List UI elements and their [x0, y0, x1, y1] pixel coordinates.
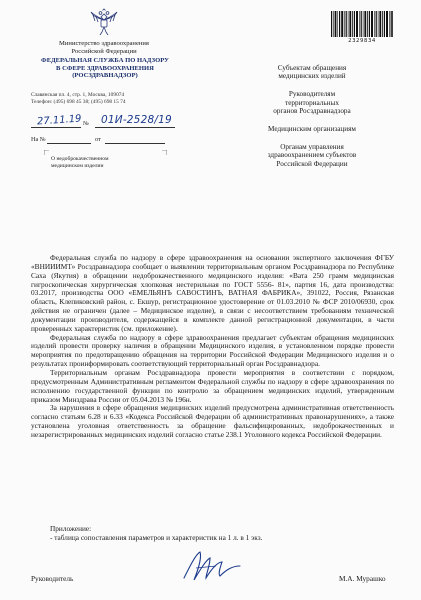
corner-mark-right [162, 150, 167, 155]
corner-mark-left [44, 150, 49, 155]
signatory-name: М.А. Мурашко [339, 574, 386, 583]
reference-underline [47, 143, 91, 144]
signature-icon [176, 548, 248, 588]
signatory-role: Руководитель [31, 574, 74, 583]
agency-name: ФЕДЕРАЛЬНАЯ СЛУЖБА ПО НАДЗОРУ В СФЕРЕ ЗДРАВООХРАНЕНИЯ (РОСЗДРАВНАДЗОР) [41, 57, 169, 80]
body-paragraph: Федеральная служба по надзору в сфере здравоохранения на основании экспертного заключения ФГБУ «ВНИИИМТ» Росздравнадзора сообщает о выявлении территориальным органом Росздравнадзора по Республике Саха (Якутия) в обращении недоброкачественного медицинского изделия: «Вата 250 грамм медицинская гигроскопическая хирургическая хлопковая нестерильная по ГОСТ 5556- 81», партия 16, дата производства: 03.2017, производства ООО «ЕМЕЛЬЯНЪ САВОСТИНЪ, ВАТНАЯ ФАБРИКА», 391022, Россия, Рязанская область, Клепиковский район, с. Екшур, регистрационное удостоверение от 01.03.2010 № ФСР 2010/06930, срок действия не ограничен (далее – Медицинское изделие), в связи с несоответствием требованиям технической документации производителя, содержащейся в комплекте данной регистрационной документации, в части проверенных характеристик (см. приложение). [31, 253, 394, 333]
number-underline [95, 127, 175, 128]
handwritten-number: 01И-2528/19 [101, 114, 172, 126]
number-label: № [83, 121, 89, 127]
attachment-block [50, 525, 262, 543]
body-paragraph: За нарушения в сфере обращения медицинских изделий предусмотрена административная ответственность согласно статьям 6.28 и 6.33 «Кодекса Российской Федерации об административных правонарушениях», а также установлена уголовная ответственность за обращение фальсифицированных, недоброкачественных и незарегистрированных медицинских изделий согласно статье 238.1 Уголовного кодекса Российской Федерации. [31, 403, 394, 439]
reference-date-underline [105, 143, 165, 144]
recipient: Медицинским организациям [268, 125, 356, 134]
reference-label: На № [31, 136, 46, 143]
body-paragraph: Территориальным органам Росздравнадзора провести мероприятия в соответствии с порядком, предусмотренным Административным регламентом Федеральной службы по надзору в сфере здравоохранения по исполнению государственной функции по контролю за обращением медицинских изделий, утвержденным приказом Минздрава России от 05.04.2013 № 196н. [31, 367, 394, 404]
recipient: Субъектам обращения медицинских изделий [277, 64, 347, 81]
recipient: Органам управления здравоохранением субъектов Российской Федерации [267, 142, 357, 168]
attachment-item: - таблица сопоставления параметров и характеристик на 1 л. в 1 экз. [50, 532, 263, 542]
ministry-name: Министерство здравоохранения Российской Федерации [59, 40, 149, 55]
reference-from-label: от [95, 136, 101, 143]
barcode-number: 2329834 [348, 38, 376, 44]
reference-line [31, 136, 181, 146]
attachment-label: Приложение: [50, 524, 92, 533]
outgoing-date-number [31, 113, 181, 132]
letter-body [31, 254, 394, 440]
coat-of-arms-icon [89, 8, 119, 38]
handwritten-date: 27.11.19 [36, 113, 82, 128]
body-paragraph: Федеральная служба по надзору в сфере здравоохранения предлагает субъектам обращения медицинских изделий провести проверку наличия в обращении Медицинского изделия, в установленном порядке провести мероприятия по предотвращению обращения на территории Российской Федерации Медицинского изделия и о результатах проинформировать соответствующий территориальный орган Росздравнадзора. [31, 332, 394, 369]
letter-subject: О недоброкачественном медицинском изделии [51, 156, 109, 169]
recipient: Руководителям территориальных органов Росздравнадзора [273, 90, 351, 116]
recipients-block [232, 64, 392, 178]
agency-address: Славянская пл. 4, стр. 1, Москва, 109074 Телефон: (495) 698 45 38; (495) 698 15 74 [31, 92, 126, 105]
barcode-icon [331, 11, 393, 37]
